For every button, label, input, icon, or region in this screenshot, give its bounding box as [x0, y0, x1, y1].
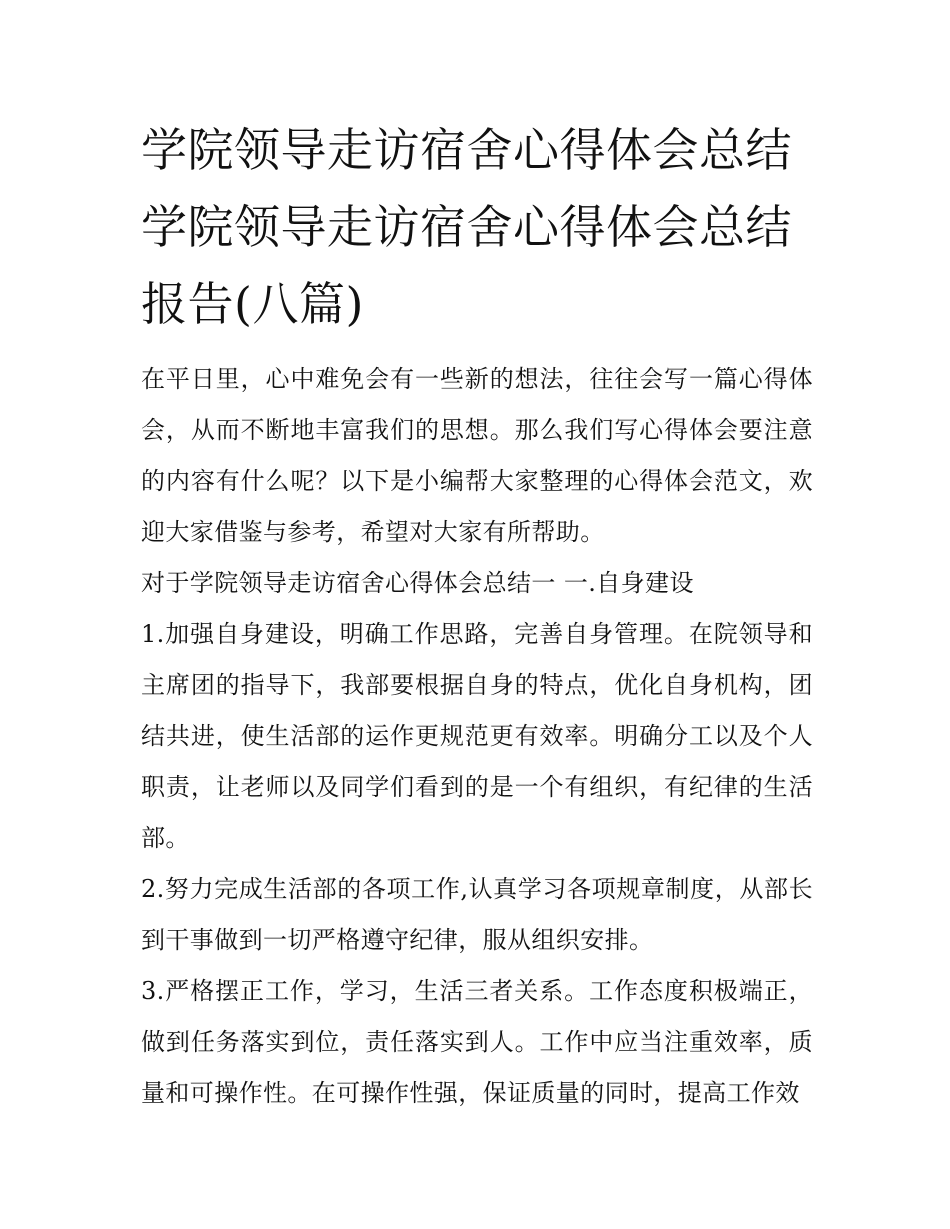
- intro-paragraph: 在平日里，心中难免会有一些新的想法，往往会写一篇心得体会，从而不断地丰富我们的思想。那么我们写心得体会要注意的内容有什么呢？以下是小编帮大家整理的心得体会范文，欢迎大家借鉴与参考，希望对大家有所帮助。: [141, 365, 813, 546]
- list-item-1: 1.加强自身建设，明确工作思路，完善自身管理。在院领导和主席团的指导下，我部要根据自身的特点，优化自身机构，团结共进，使生活部的运作更规范更有效率。明确分工以及个人职责，让老师以及同学们看到的是一个有组织，有纪律的生活部。: [141, 620, 813, 852]
- list-item-3: 3.严格摆正工作，学习，生活三者关系。工作态度积极端正，做到任务落实到位，责任落实到人。工作中应当注重效率，质量和可操作性。在可操作性强，保证质量的同时，提高工作效: [141, 977, 813, 1107]
- document-title: 学院领导走访宿舍心得体会总结 学院领导走访宿舍心得体会总结报告(八篇): [141, 123, 792, 331]
- section-heading: 对于学院领导走访宿舍心得体会总结一 一.自身建设: [141, 569, 694, 597]
- document-body: [141, 112, 813, 1119]
- list-item-2: 2.努力完成生活部的各项工作,认真学习各项规章制度，从部长到干事做到一切严格遵守纪律，服从组织安排。: [141, 875, 813, 954]
